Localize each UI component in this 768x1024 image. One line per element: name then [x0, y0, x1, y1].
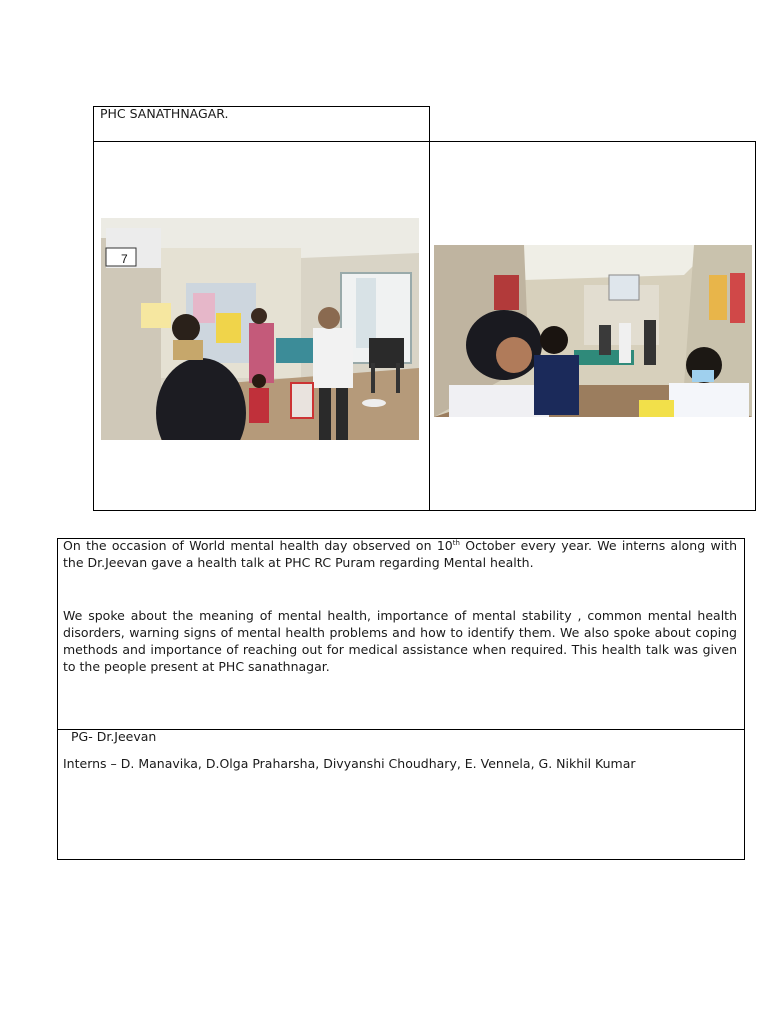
pg-credit: PG- Dr.Jeevan [71, 729, 157, 744]
svg-text:7: 7 [121, 252, 128, 266]
para1-text-a: On the occasion of World mental health day observed on 10 [63, 538, 453, 553]
page-title: PHC SANATHNAGAR. [100, 106, 229, 121]
report-paragraph-2: We spoke about the meaning of mental health, importance of mental stability , common mental health disorders, warning signs of mental health problems and how to identify them. We also spoke about coping methods and importance of reaching out for medical assistance when required. This health talk was given to the people present at PHC sanathnagar. [63, 608, 737, 674]
photo-registration-room [101, 218, 419, 440]
para1-superscript: th [452, 538, 460, 547]
para1-text-b: October every year. We interns along with the Dr.Jeevan gave a health talk at PHC RC Puram regarding Mental health. [63, 538, 738, 570]
title-cell [93, 106, 430, 142]
report-divider [57, 729, 745, 730]
report-paragraph-1 [63, 537, 737, 571]
photo-corridor [434, 245, 752, 417]
interns-credit: Interns – D. Manavika, D.Olga Praharsha, Divyanshi Choudhary, E. Vennela, G. Nikhil Kumar [63, 756, 636, 771]
report-box [57, 538, 745, 860]
